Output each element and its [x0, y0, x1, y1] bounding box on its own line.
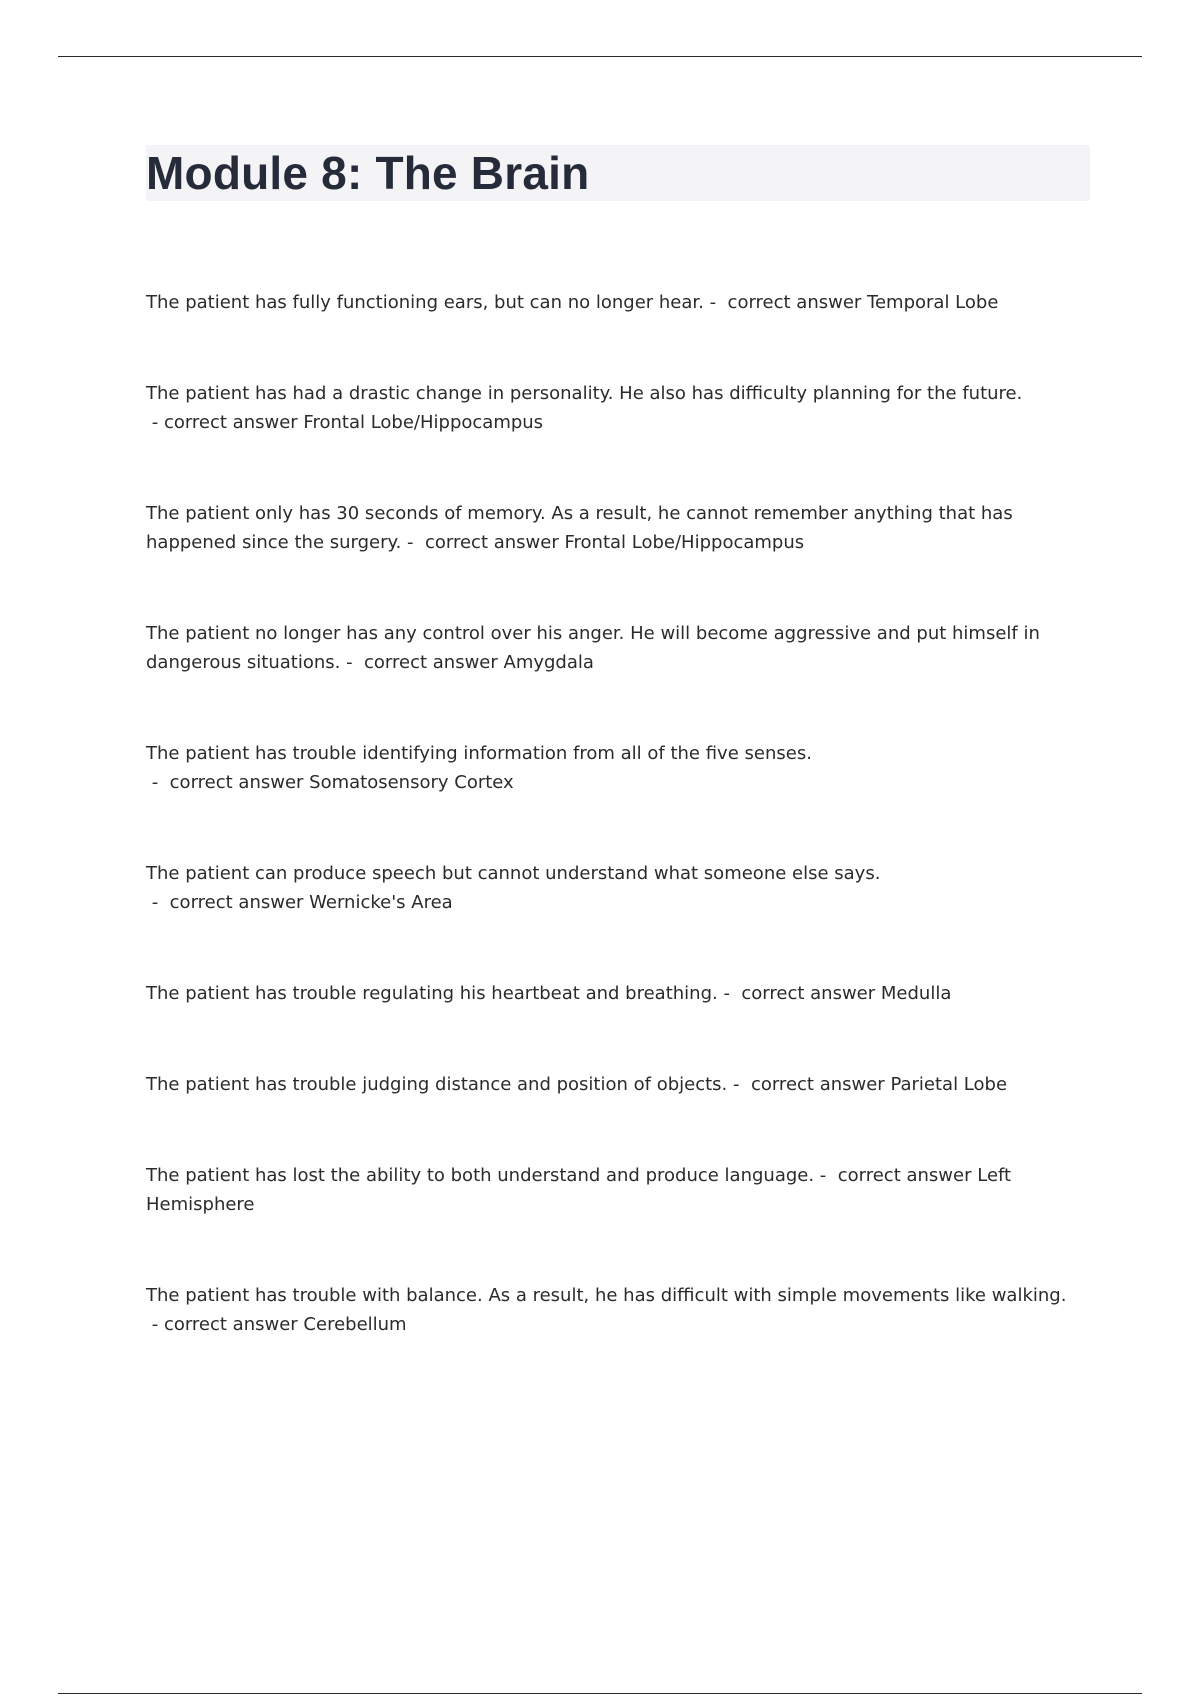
question-text: The patient no longer has any control over his anger. He will become aggressive and put himself in dangerous situations.	[146, 623, 1040, 673]
page-title: Module 8: The Brain	[146, 147, 590, 199]
answer-separator: - correct answer	[401, 532, 565, 553]
answer-separator: - correct answer	[146, 772, 310, 793]
answer-text: Frontal Lobe/Hippocampus	[303, 412, 544, 433]
qa-item	[146, 1161, 1086, 1219]
qa-item	[146, 859, 1086, 917]
qa-item	[146, 379, 1086, 437]
answer-text: Left Hemisphere	[146, 1165, 1012, 1215]
question-text: The patient has trouble identifying information from all of the five senses.	[146, 743, 812, 764]
answer-separator: - correct answer	[146, 892, 310, 913]
top-rule	[58, 56, 1142, 57]
qa-item	[146, 979, 1086, 1008]
answer-text: Cerebellum	[303, 1314, 407, 1335]
question-text: The patient has lost the ability to both understand and produce language.	[146, 1165, 815, 1186]
answer-separator: - correct answer	[146, 412, 304, 433]
question-text: The patient has trouble judging distance and position of objects.	[146, 1074, 728, 1095]
answer-text: Somatosensory Cortex	[309, 772, 514, 793]
answer-text: Temporal Lobe	[867, 292, 999, 313]
qa-list	[146, 288, 1086, 1401]
qa-item	[146, 1070, 1086, 1099]
answer-separator: - correct answer	[146, 1314, 304, 1335]
answer-separator: - correct answer	[717, 983, 881, 1004]
qa-item	[146, 739, 1086, 797]
answer-text: Frontal Lobe/Hippocampus	[564, 532, 805, 553]
answer-text: Wernicke's Area	[309, 892, 453, 913]
answer-separator: - correct answer	[703, 292, 868, 313]
qa-item	[146, 288, 1086, 317]
qa-item	[146, 1281, 1086, 1339]
question-text: The patient only has 30 seconds of memory. As a result, he cannot remember anything that has happened since the surgery.	[146, 503, 1013, 553]
answer-separator: - correct answer	[340, 652, 504, 673]
answer-text: Amygdala	[503, 652, 594, 673]
qa-item	[146, 499, 1086, 557]
question-text: The patient has trouble regulating his heartbeat and breathing.	[146, 983, 718, 1004]
question-text: The patient has fully functioning ears, but can no longer hear.	[146, 292, 704, 313]
question-text: The patient has trouble with balance. As a result, he has difficult with simple movements like walking.	[146, 1285, 1067, 1306]
answer-separator: - correct answer	[727, 1074, 891, 1095]
bottom-rule	[58, 1693, 1142, 1694]
answer-text: Medulla	[880, 983, 952, 1004]
answer-separator: - correct answer	[814, 1165, 978, 1186]
qa-item	[146, 619, 1086, 677]
question-text: The patient has had a drastic change in personality. He also has difficulty planning for the future.	[146, 383, 1023, 404]
answer-text: Parietal Lobe	[890, 1074, 1008, 1095]
question-text: The patient can produce speech but cannot understand what someone else says.	[146, 863, 881, 884]
